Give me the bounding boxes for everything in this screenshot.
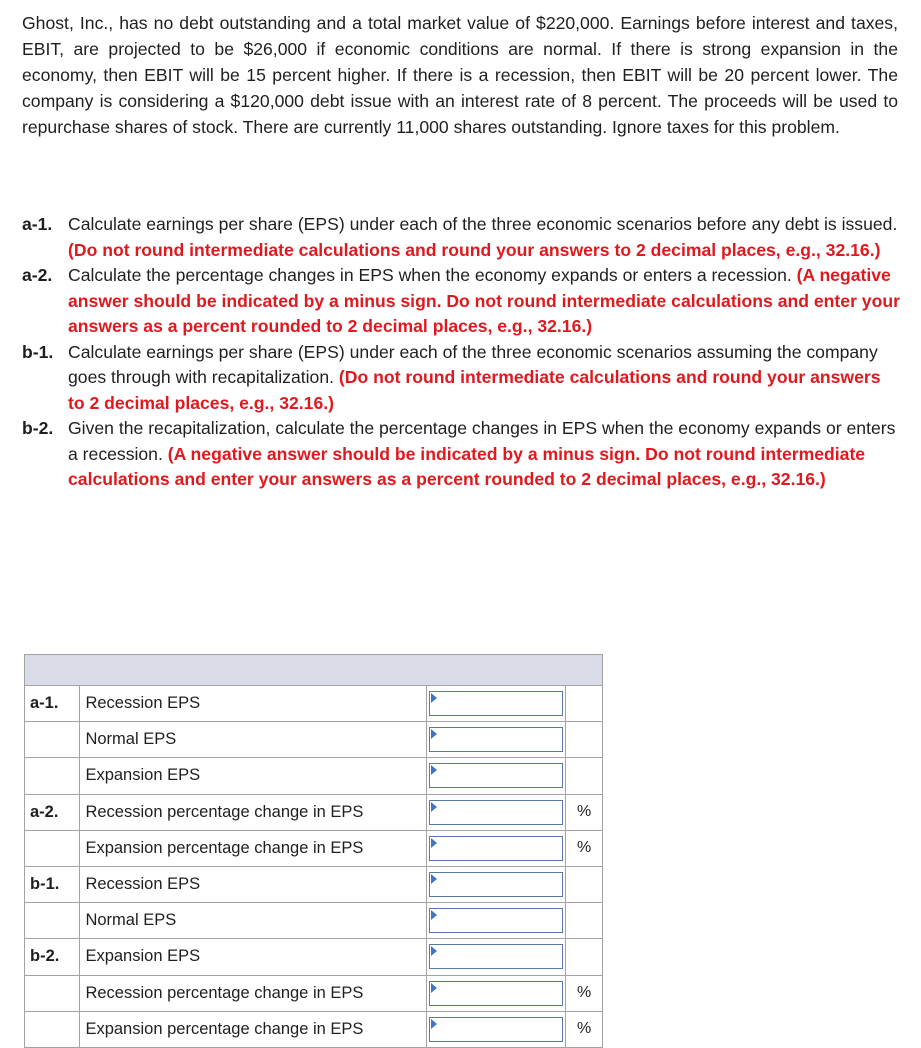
question-instruction: (Do not round intermediate calculations and round your answers to 2 decimal places, e.g., 32.16.) xyxy=(68,239,881,260)
question-text: Calculate earnings per share (EPS) under each of the three economic scenarios assuming the company goes through with recapitalization. xyxy=(68,341,878,387)
answer-row xyxy=(25,758,603,794)
unit-label xyxy=(566,686,603,722)
answer-row xyxy=(25,866,603,902)
answer-row xyxy=(25,939,603,975)
answer-row xyxy=(25,686,603,722)
unit-label xyxy=(566,903,603,939)
unit-label xyxy=(566,866,603,902)
question-text: Calculate earnings per share (EPS) under each of the three economic scenarios before any debt is issued. xyxy=(68,214,898,234)
unit-label xyxy=(566,939,603,975)
answer-input[interactable] xyxy=(429,908,563,933)
question-instruction: (A negative answer should be indicated by a minus sign. Do not round intermediate calculations and enter your answers as a percent rounded to 2 decimal places, e.g., 32.16.) xyxy=(68,443,866,489)
unit-label: % xyxy=(566,794,603,830)
answer-row xyxy=(25,1011,603,1047)
row-label: Recession EPS xyxy=(80,866,427,902)
answer-input[interactable] xyxy=(429,727,563,752)
answer-row xyxy=(25,903,603,939)
question-number: a-2. xyxy=(22,265,53,285)
question-instruction: (Do not round intermediate calculations and round your answers to 2 decimal places, e.g., 32.16.) xyxy=(68,367,881,413)
flag-icon xyxy=(431,910,437,920)
row-number xyxy=(25,722,80,758)
question-a1 xyxy=(22,212,900,263)
row-label: Normal EPS xyxy=(80,903,427,939)
answer-row xyxy=(25,722,603,758)
unit-label: % xyxy=(566,1011,603,1047)
answer-input[interactable] xyxy=(429,1017,563,1042)
question-b1 xyxy=(22,340,900,417)
answer-input[interactable] xyxy=(429,691,563,716)
question-a2 xyxy=(22,263,900,340)
problem-statement: Ghost, Inc., has no debt outstanding and a total market value of $220,000. Earnings before interest and taxes, EBIT, are projected to be $26,000 if economic conditions are normal. If there is strong expansion in the economy, then EBIT will be 15 percent higher. If there is a recession, then EBIT will be 20 percent lower. The company is considering a $120,000 debt issue with an interest rate of 8 percent. The proceeds will be used to repurchase shares of stock. There are currently 11,000 shares outstanding. Ignore taxes for this problem. xyxy=(22,13,898,137)
question-b2 xyxy=(22,416,900,493)
unit-label xyxy=(566,758,603,794)
row-number: b-2. xyxy=(25,939,80,975)
answer-input[interactable] xyxy=(429,944,563,969)
question-text: Calculate the percentage changes in EPS when the economy expands or enters a recession. xyxy=(68,265,797,285)
flag-icon xyxy=(431,874,437,884)
row-label: Expansion EPS xyxy=(80,758,427,794)
flag-icon xyxy=(431,802,437,812)
question-number: a-1. xyxy=(22,214,53,234)
answer-row xyxy=(25,794,603,830)
unit-label: % xyxy=(566,975,603,1011)
question-number: b-2. xyxy=(22,418,54,438)
answer-input[interactable] xyxy=(429,872,563,897)
answer-table-header xyxy=(25,655,603,686)
row-label: Expansion percentage change in EPS xyxy=(80,830,427,866)
answer-input[interactable] xyxy=(429,800,563,825)
question-list xyxy=(22,212,900,493)
unit-label: % xyxy=(566,830,603,866)
flag-icon xyxy=(431,946,437,956)
answer-table xyxy=(24,654,603,1048)
row-number: a-1. xyxy=(25,686,80,722)
row-number xyxy=(25,903,80,939)
row-label: Recession percentage change in EPS xyxy=(80,794,427,830)
row-number xyxy=(25,758,80,794)
answer-row xyxy=(25,830,603,866)
unit-label xyxy=(566,722,603,758)
flag-icon xyxy=(431,838,437,848)
row-label: Expansion EPS xyxy=(80,939,427,975)
row-number: b-1. xyxy=(25,866,80,902)
answer-input[interactable] xyxy=(429,836,563,861)
row-label: Normal EPS xyxy=(80,722,427,758)
question-text: Given the recapitalization, calculate the percentage changes in EPS when the economy expands or enters a recession. xyxy=(68,418,896,464)
question-number: b-1. xyxy=(22,341,54,362)
flag-icon xyxy=(431,693,437,703)
row-label: Expansion percentage change in EPS xyxy=(80,1011,427,1047)
row-label: Recession percentage change in EPS xyxy=(80,975,427,1011)
answer-input[interactable] xyxy=(429,763,563,788)
question-instruction: (A negative answer should be indicated by a minus sign. Do not round intermediate calculations and enter your answers as a percent rounded to 2 decimal places, e.g., 32.16.) xyxy=(68,265,900,336)
row-number: a-2. xyxy=(25,794,80,830)
row-label: Recession EPS xyxy=(80,686,427,722)
flag-icon xyxy=(431,765,437,775)
row-number xyxy=(25,830,80,866)
row-number xyxy=(25,1011,80,1047)
flag-icon xyxy=(431,729,437,739)
flag-icon xyxy=(431,983,437,993)
answer-input[interactable] xyxy=(429,981,563,1006)
row-number xyxy=(25,975,80,1011)
answer-row xyxy=(25,975,603,1011)
